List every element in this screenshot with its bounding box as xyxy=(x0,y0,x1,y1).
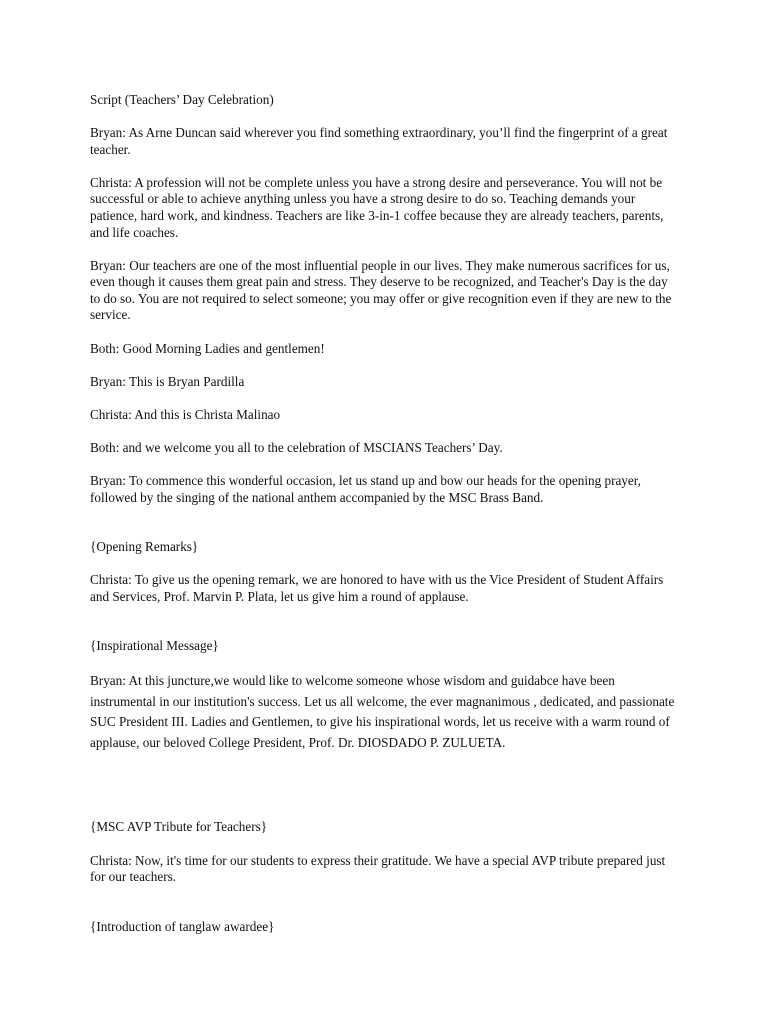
paragraph-christa-name: Christa: And this is Christa Malinao xyxy=(90,406,281,422)
section-text-avp-tribute: Christa: Now, it's time for our students to express their gratitude. We have a special AVP tribute prepared just for our teachers. xyxy=(90,852,666,885)
paragraph-bryan-teachers: Bryan: Our teachers are one of the most influential people in our lives. They make numerous sacrifices for us, even though it causes them great pain and stress. They deserve to be recognized, and Teacher's Day is the day to do so. You are not required to select someone; you may offer or give recognition even if they are new to the service. xyxy=(90,257,672,323)
section-heading-inspirational-message: {Inspirational Message} xyxy=(90,638,219,654)
paragraph-bryan-commence: Bryan: To commence this wonderful occasion, let us stand up and bow our heads for the opening prayer, followed by the singing of the national anthem accompanied by the MSC Brass Band. xyxy=(90,472,641,505)
paragraph-bryan-intro: Bryan: As Arne Duncan said wherever you find something extraordinary, you’ll find the fingerprint of a great teacher. xyxy=(90,125,668,157)
paragraph-both-greeting: Both: Good Morning Ladies and gentlemen! xyxy=(90,340,325,356)
document-title: Script (Teachers’ Day Celebration) xyxy=(90,92,274,107)
section-heading-tanglaw-awardee: {Introduction of tanglaw awardee} xyxy=(90,918,275,934)
paragraph-bryan-name: Bryan: This is Bryan Pardilla xyxy=(90,373,245,389)
paragraph-christa-profession: Christa: A profession will not be complete unless you have a strong desire and perseverance. You will not be successful or able to achieve anything unless you have a strong desire to do so. Teaching demands your patience, hard work, and kindness. Teachers are like 3-in-1 coffee because they are already teachers, parents, and life coaches. xyxy=(90,174,664,240)
section-heading-opening-remarks: {Opening Remarks} xyxy=(90,539,199,555)
section-heading-avp-tribute: {MSC AVP Tribute for Teachers} xyxy=(90,819,268,835)
section-text-inspirational-message: Bryan: At this juncture,we would like to welcome someone whose wisdom and guidabce have been instrumental in our institution's success. Let us all welcome, the ever magnanimous , dedicated, and passionate SUC President III. Ladies and Gentlemen, to give his inspirational words, let us receive with a warm round of applause, our beloved College President, Prof. Dr. DIOSDADO P. ZULUETA. xyxy=(90,673,675,750)
document-body xyxy=(90,92,680,935)
paragraph-both-welcome: Both: and we welcome you all to the celebration of MSCIANS Teachers’ Day. xyxy=(90,439,503,455)
section-text-opening-remarks: Christa: To give us the opening remark, we are honored to have with us the Vice President of Student Affairs and Services, Prof. Marvin P. Plata, let us give him a round of applause. xyxy=(90,572,664,604)
